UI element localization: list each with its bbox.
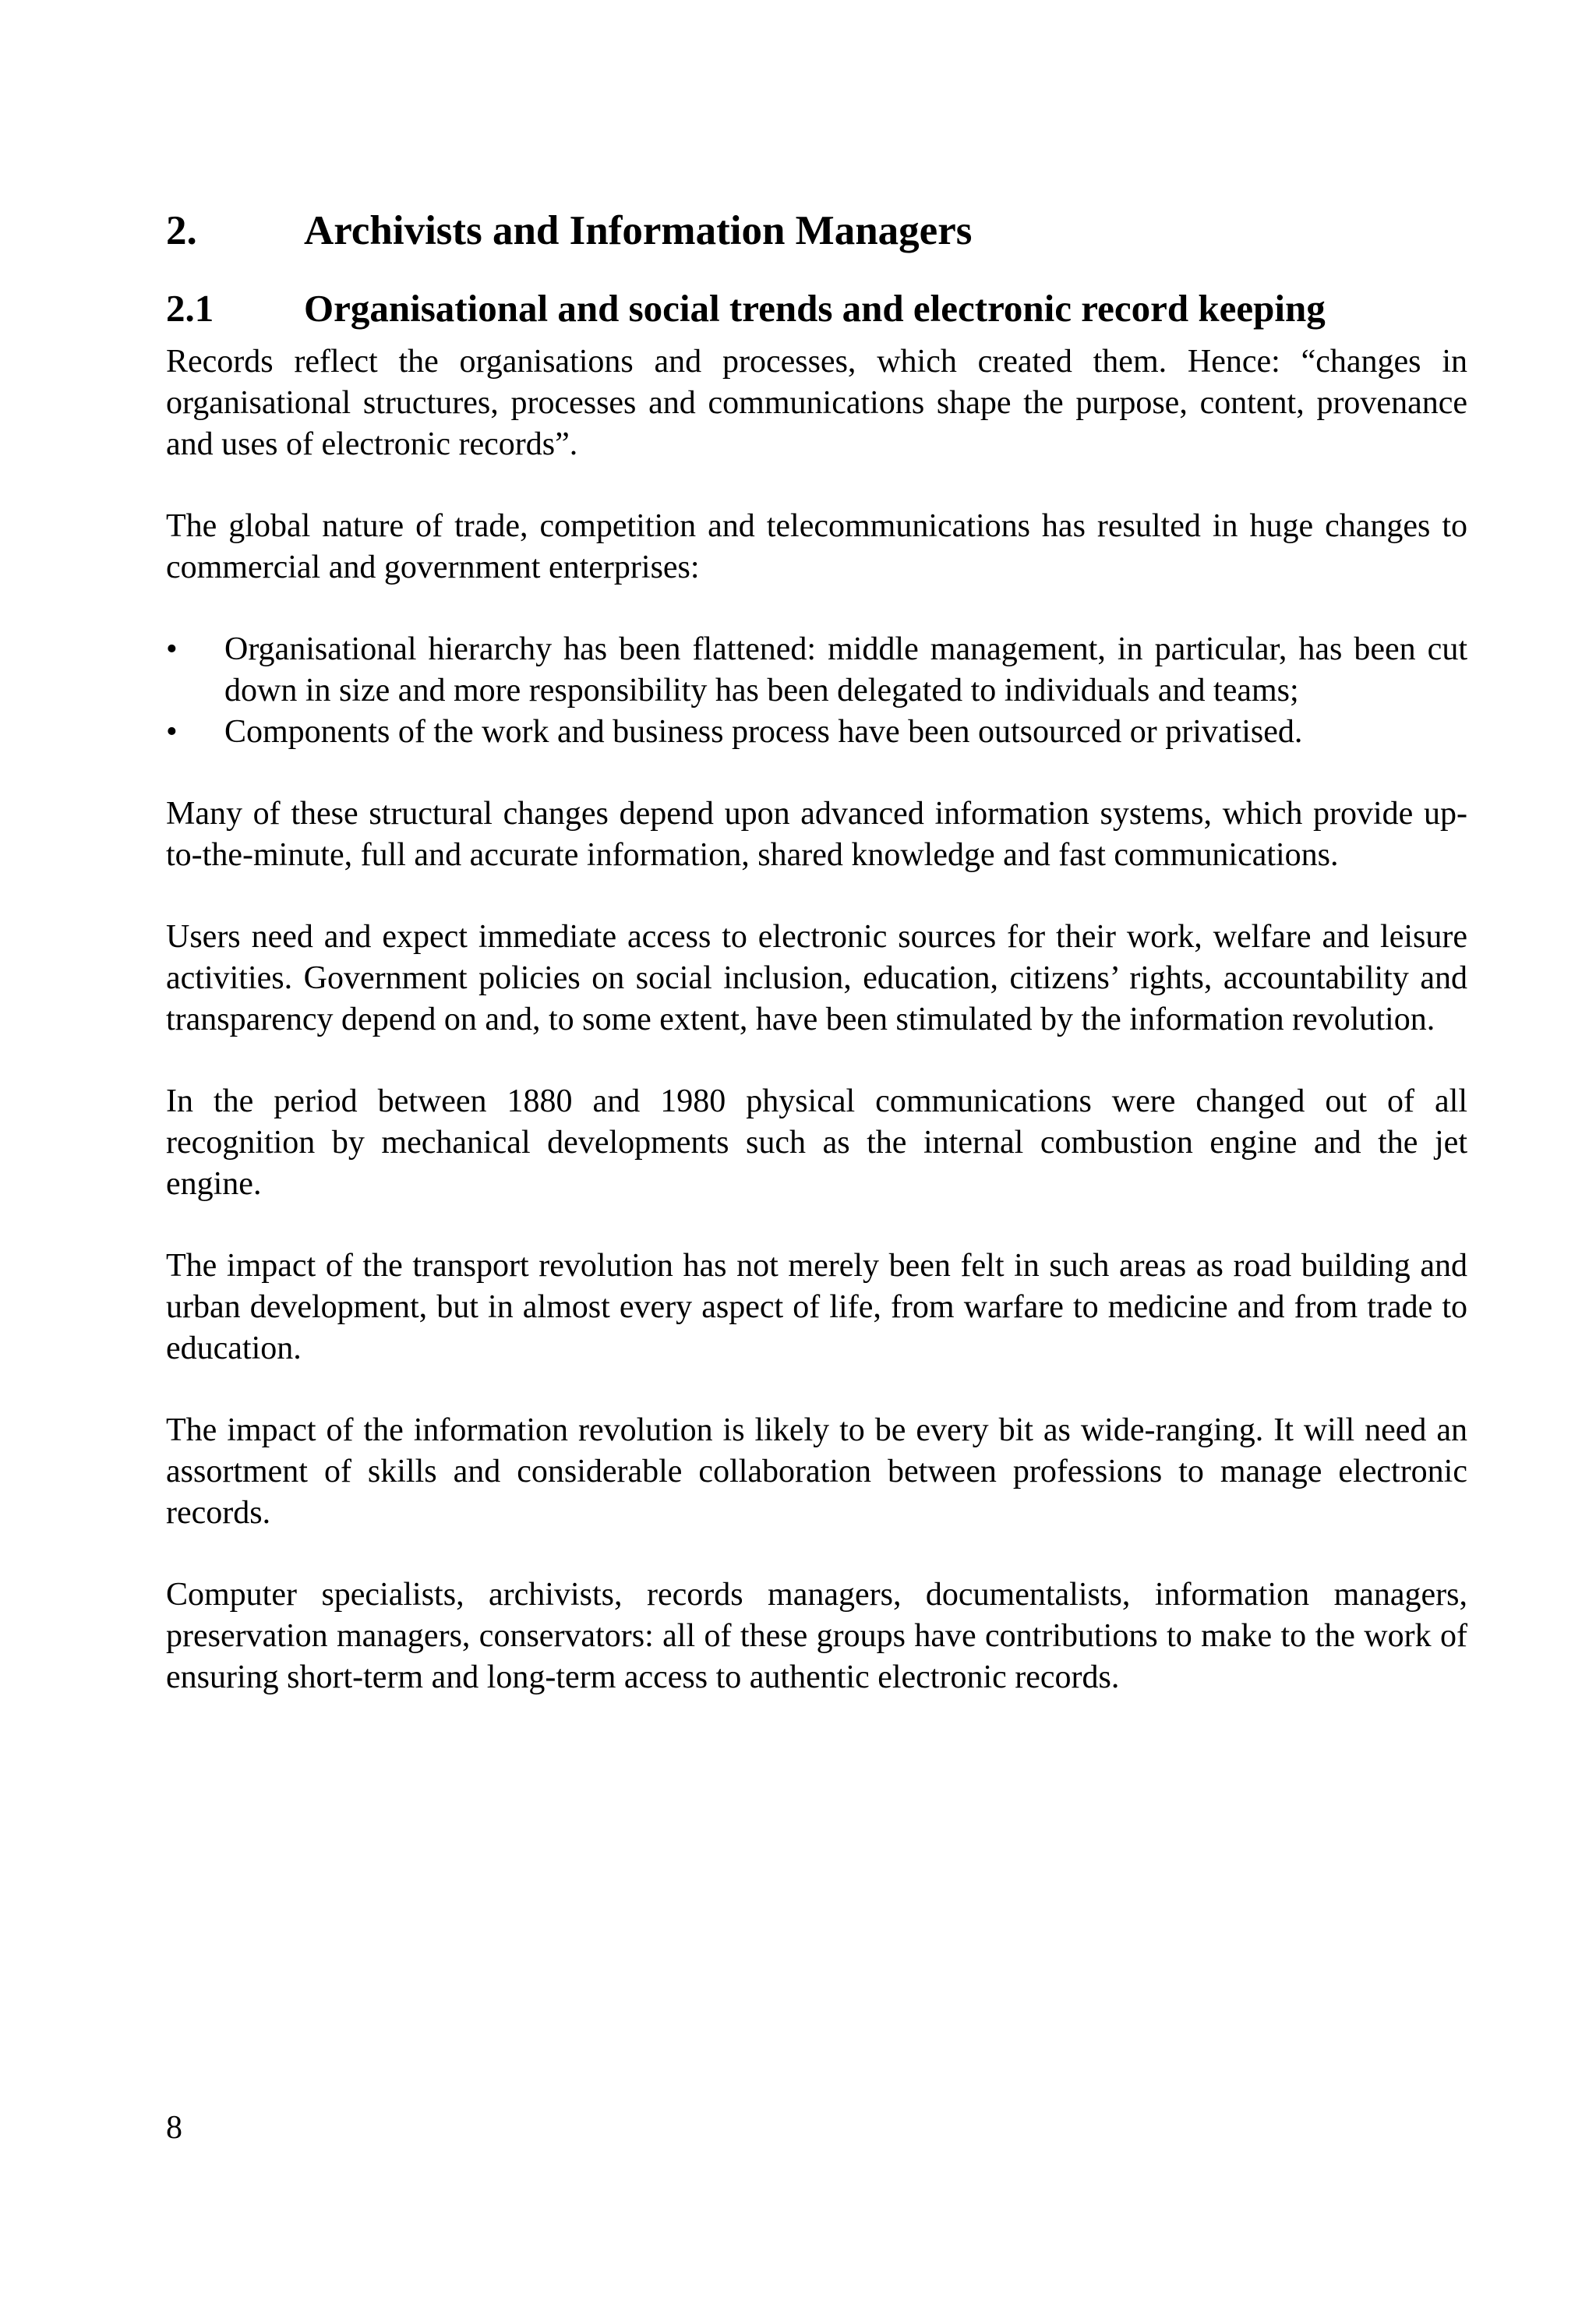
page-content: [166, 201, 1467, 1739]
paragraph-structural-changes: Many of these structural changes depend upon advanced information systems, which provide up-to-the-minute, full and accurate information, shared knowledge and fast communications.: [166, 796, 1467, 873]
paragraph-specialists: Computer specialists, archivists, records managers, documentalists, information managers, preservation managers, conservators: all of these groups have contributions to make to the work of ensuring short-term and long-term access to authentic electronic records.: [166, 1577, 1467, 1695]
subsection-title: Organisational and social trends and electronic record keeping: [304, 287, 1326, 330]
list-item: [166, 629, 1467, 712]
paragraph-transport-revolution: The impact of the transport revolution has not merely been felt in such areas as road building and urban development, but in almost every aspect of life, from warfare to medicine and from trade to education.: [166, 1248, 1467, 1366]
subsection-number: 2.1: [166, 287, 214, 330]
bullet-icon: •: [166, 631, 178, 667]
list-item-text: Components of the work and business process have been outsourced or privatised.: [224, 714, 1303, 750]
bullet-list: [166, 629, 1467, 753]
section-title: Archivists and Information Managers: [304, 208, 973, 253]
paragraph-period-1880-1980: In the period between 1880 and 1980 physical communications were changed out of all recognition by mechanical developments such as the internal combustion engine and the jet engine.: [166, 1083, 1467, 1202]
page-number: 8: [166, 2110, 182, 2146]
section-number: 2.: [166, 208, 197, 253]
paragraph-users-need: Users need and expect immediate access to electronic sources for their work, welfare and leisure activities. Government policies on social inclusion, education, citizens’ rights, accountability and transparency depend on and, to some extent, have been stimulated by the information revolution.: [166, 919, 1467, 1037]
section-heading: [166, 201, 1467, 260]
paragraph-information-revolution: The impact of the information revolution is likely to be every bit as wide-ranging. It will need an assortment of skills and considerable collaboration between professions to manage electronic records.: [166, 1412, 1467, 1531]
paragraph-global-nature: The global nature of trade, competition and telecommunications has resulted in huge changes to commercial and government enterprises:: [166, 508, 1467, 585]
subsection-heading: [166, 282, 1467, 335]
bullet-icon: •: [166, 714, 178, 750]
paragraph-records-reflect: Records reflect the organisations and processes, which created them. Hence: “changes in organisational structures, processes and communications shape the purpose, content, provenance and uses of electronic records”.: [166, 344, 1467, 462]
list-item: [166, 712, 1467, 753]
list-item-text: Organisational hierarchy has been flattened: middle management, in particular, has been cut down in size and more responsibility has been delegated to individuals and teams;: [224, 631, 1467, 709]
